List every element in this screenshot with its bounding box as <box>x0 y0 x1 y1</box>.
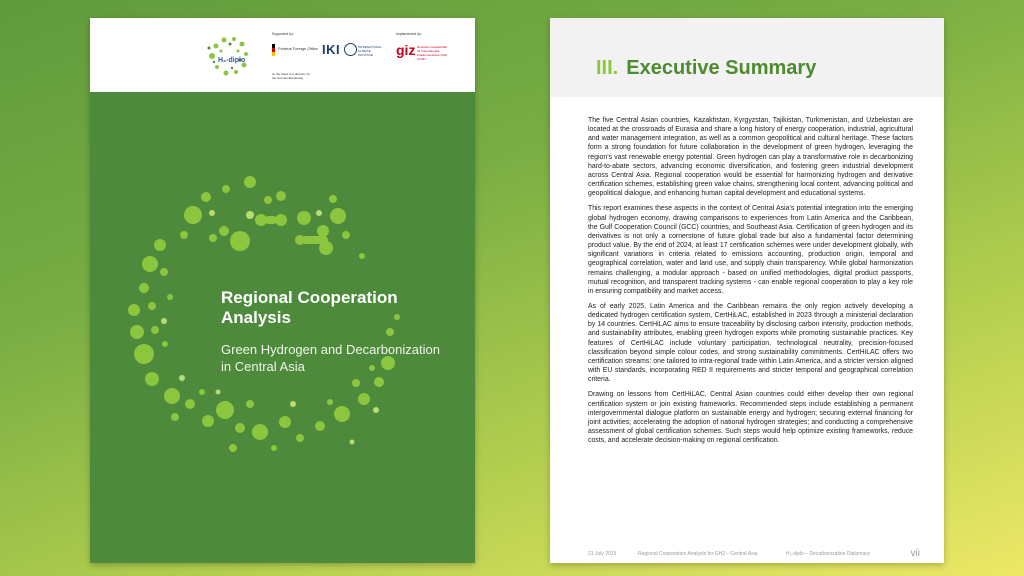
section-title: Executive Summary <box>626 57 817 79</box>
report-cover-page <box>90 18 475 563</box>
footer-date: 21 July 2025 <box>588 551 617 557</box>
giz-logo: giz <box>396 42 416 58</box>
executive-summary-page <box>550 18 944 563</box>
summary-paragraph: Drawing on lessons from CertHiLAC, Central Asian countries could either develop their own regional certification system or join existing frameworks. Recommended steps include establishing a permanent intergovernmental dialogue platform on sustainable energy and hydrogen; securing external financing for joint activities; accelerating the adoption of national hydrogen strategies; and conducting a comprehensive assessment of global certification schemes. Such steps would help optimize existing frameworks, reduce costs, and accelerate decision-making on regional certification. <box>588 391 913 445</box>
implemented-by-label: Implemented by: <box>396 32 422 36</box>
summary-paragraph: As of early 2025, Latin America and the Caribbean remains the only region actively developing a dedicated hydrogen certification system, CertHiLAC, established in 2023 through a ministerial declaration by 14 countries. CertHiLAC aims to ensure traceability by disclosing carbon intensity, production methods, and sustainability attributes, enabling green hydrogen exports while promoting sustainable practices. Key features of CertHiLAC include voluntary participation, technological neutrality, precision-focused classification beyond simple colour codes, and strong sustainability commitments. CertHiLAC offers two certification streams: one tailored to intra-regional trade within Latin America, and a stricter version aligned with EU standards, incorporating RED II requirements and stricter temporal and geographical correlation criteria. <box>588 302 913 384</box>
iki-logo-subtitle: INTERNATIONAL CLIMATE INITIATIVE <box>358 45 382 57</box>
iki-logo: IKI <box>322 42 341 57</box>
page-number: vii <box>910 548 920 559</box>
giz-logo-subtitle: Deutsche Gesellschaft für Internationale Zusammenarbeit (GIZ) GmbH <box>417 45 448 61</box>
section-heading <box>596 57 816 80</box>
iki-globe-icon <box>344 43 357 56</box>
summary-paragraph: This report examines these aspects in the context of Central Asia’s potential integration into the emerging global hydrogen economy, drawing comparisons to experiences from Latin America and the Caribbean, the Gulf Cooperation Council (GCC) countries, and Southeast Asia. Certification of green hydrogen and its derivatives is not only a cornerstone of future global trade but also a fundamental factor determining product value. By the end of 2024, at least 17 certification schemes were under development globally, with significant variations in criteria related to emissions accounting, production origin, temporal and geographical correlation, water and land use, and supply chain transparency. While global harmonization remains challenging, a modular approach - based on unified methodologies, digital product passports, mutual recognition, and transparent tracking systems - can enable regional cooperation to play a key role in ensuring compatibility and market access. <box>588 205 913 295</box>
footer-report-name: Regional Cooperation Analysis for GH2 – Central Asia <box>638 551 758 557</box>
summary-body <box>588 116 913 451</box>
footer-project-name: H₂-diplo – Decarbonization Diplomacy <box>786 551 871 557</box>
cover-subtitle: Green Hydrogen and Decarbonization in Central Asia <box>221 342 440 374</box>
ffo-bundestag-note: on the basis of a decision by the German Bundestag <box>272 72 310 80</box>
h2-diplo-wordmark: H₂-diplo <box>218 57 246 64</box>
supported-by-label: Supported by: <box>272 32 294 36</box>
page-footer <box>588 550 920 560</box>
cover-title: Regional Cooperation Analysis <box>221 288 398 327</box>
ffo-logo-text: Federal Foreign Office <box>278 46 318 51</box>
section-header <box>550 18 944 97</box>
h2-diplo-logo-icon <box>202 34 254 78</box>
cover-logo-bar <box>90 18 475 92</box>
section-number: III. <box>596 57 619 79</box>
german-flag-icon <box>272 44 275 56</box>
summary-paragraph: The five Central Asian countries, Kazakhstan, Kyrgyzstan, Tajikistan, Turkmenistan, and Uzbekistan are located at the crossroads of Eurasia and share a long history of energy cooperation, industrial, agricultural and water management integration, as well as a common geopolitical and cultural heritage. These factors form a strong foundation for future collaboration in the development of green hydrogen, leveraging the region’s vast renewable energy potential. Green hydrogen can play a transformative role in decarbonizing hard-to-abate sectors, advancing economic diversification, and fostering green industrial development across Central Asia. Regional cooperation would be essential for harmonizing hydrogen and derivative certification schemes, establishing green value chains, strengthening local content, advancing political and geopolitical dialogue, and enhancing human capital development and educational systems. <box>588 117 913 198</box>
